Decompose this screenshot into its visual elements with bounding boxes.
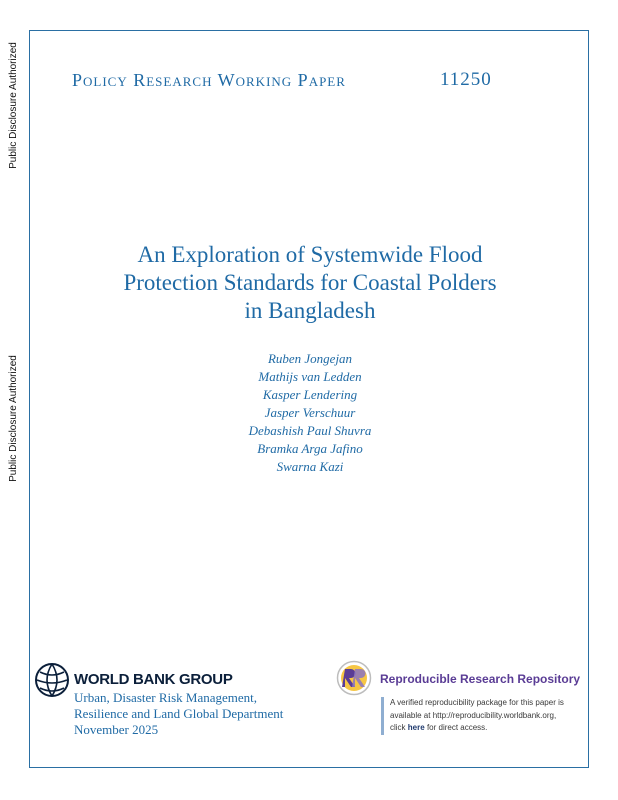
paper-title — [60, 241, 560, 325]
world-bank-globe-icon — [34, 662, 70, 698]
title-line: Protection Standards for Coastal Polders — [123, 270, 497, 295]
department-line: Urban, Disaster Risk Management, — [74, 690, 258, 705]
repository-name: Reproducible Research Repository — [380, 672, 581, 686]
author-list — [160, 350, 460, 476]
repository-link[interactable]: here — [407, 723, 425, 732]
author: Mathijs van Ledden — [258, 369, 362, 384]
series-title: Policy Research Working Paper — [72, 70, 346, 90]
world-bank-logo-text: WORLD BANK GROUP — [74, 671, 233, 688]
author: Bramka Arga Jafino — [257, 441, 363, 456]
author: Swarna Kazi — [276, 459, 344, 474]
disclosure-label-top: Public Disclosure Authorized — [7, 41, 19, 169]
repository-description: A verified reproducibility package for this paper is available at http://reproducibility.worldbank.org, click here for direct access. — [390, 698, 564, 732]
paper-number: 11250 — [440, 69, 492, 90]
author: Debashish Paul Shuvra — [248, 423, 372, 438]
disclosure-label-bottom: Public Disclosure Authorized — [7, 354, 19, 482]
repository-divider — [381, 697, 384, 735]
title-line: in Bangladesh — [244, 298, 376, 323]
repository-logo-icon — [336, 660, 372, 696]
title-line: An Exploration of Systemwide Flood — [137, 242, 483, 267]
author: Ruben Jongejan — [267, 351, 353, 366]
department-line: Resilience and Land Global Department — [74, 706, 284, 721]
author: Kasper Lendering — [262, 387, 358, 402]
publication-date: November 2025 — [74, 722, 159, 737]
author: Jasper Verschuur — [264, 405, 356, 420]
